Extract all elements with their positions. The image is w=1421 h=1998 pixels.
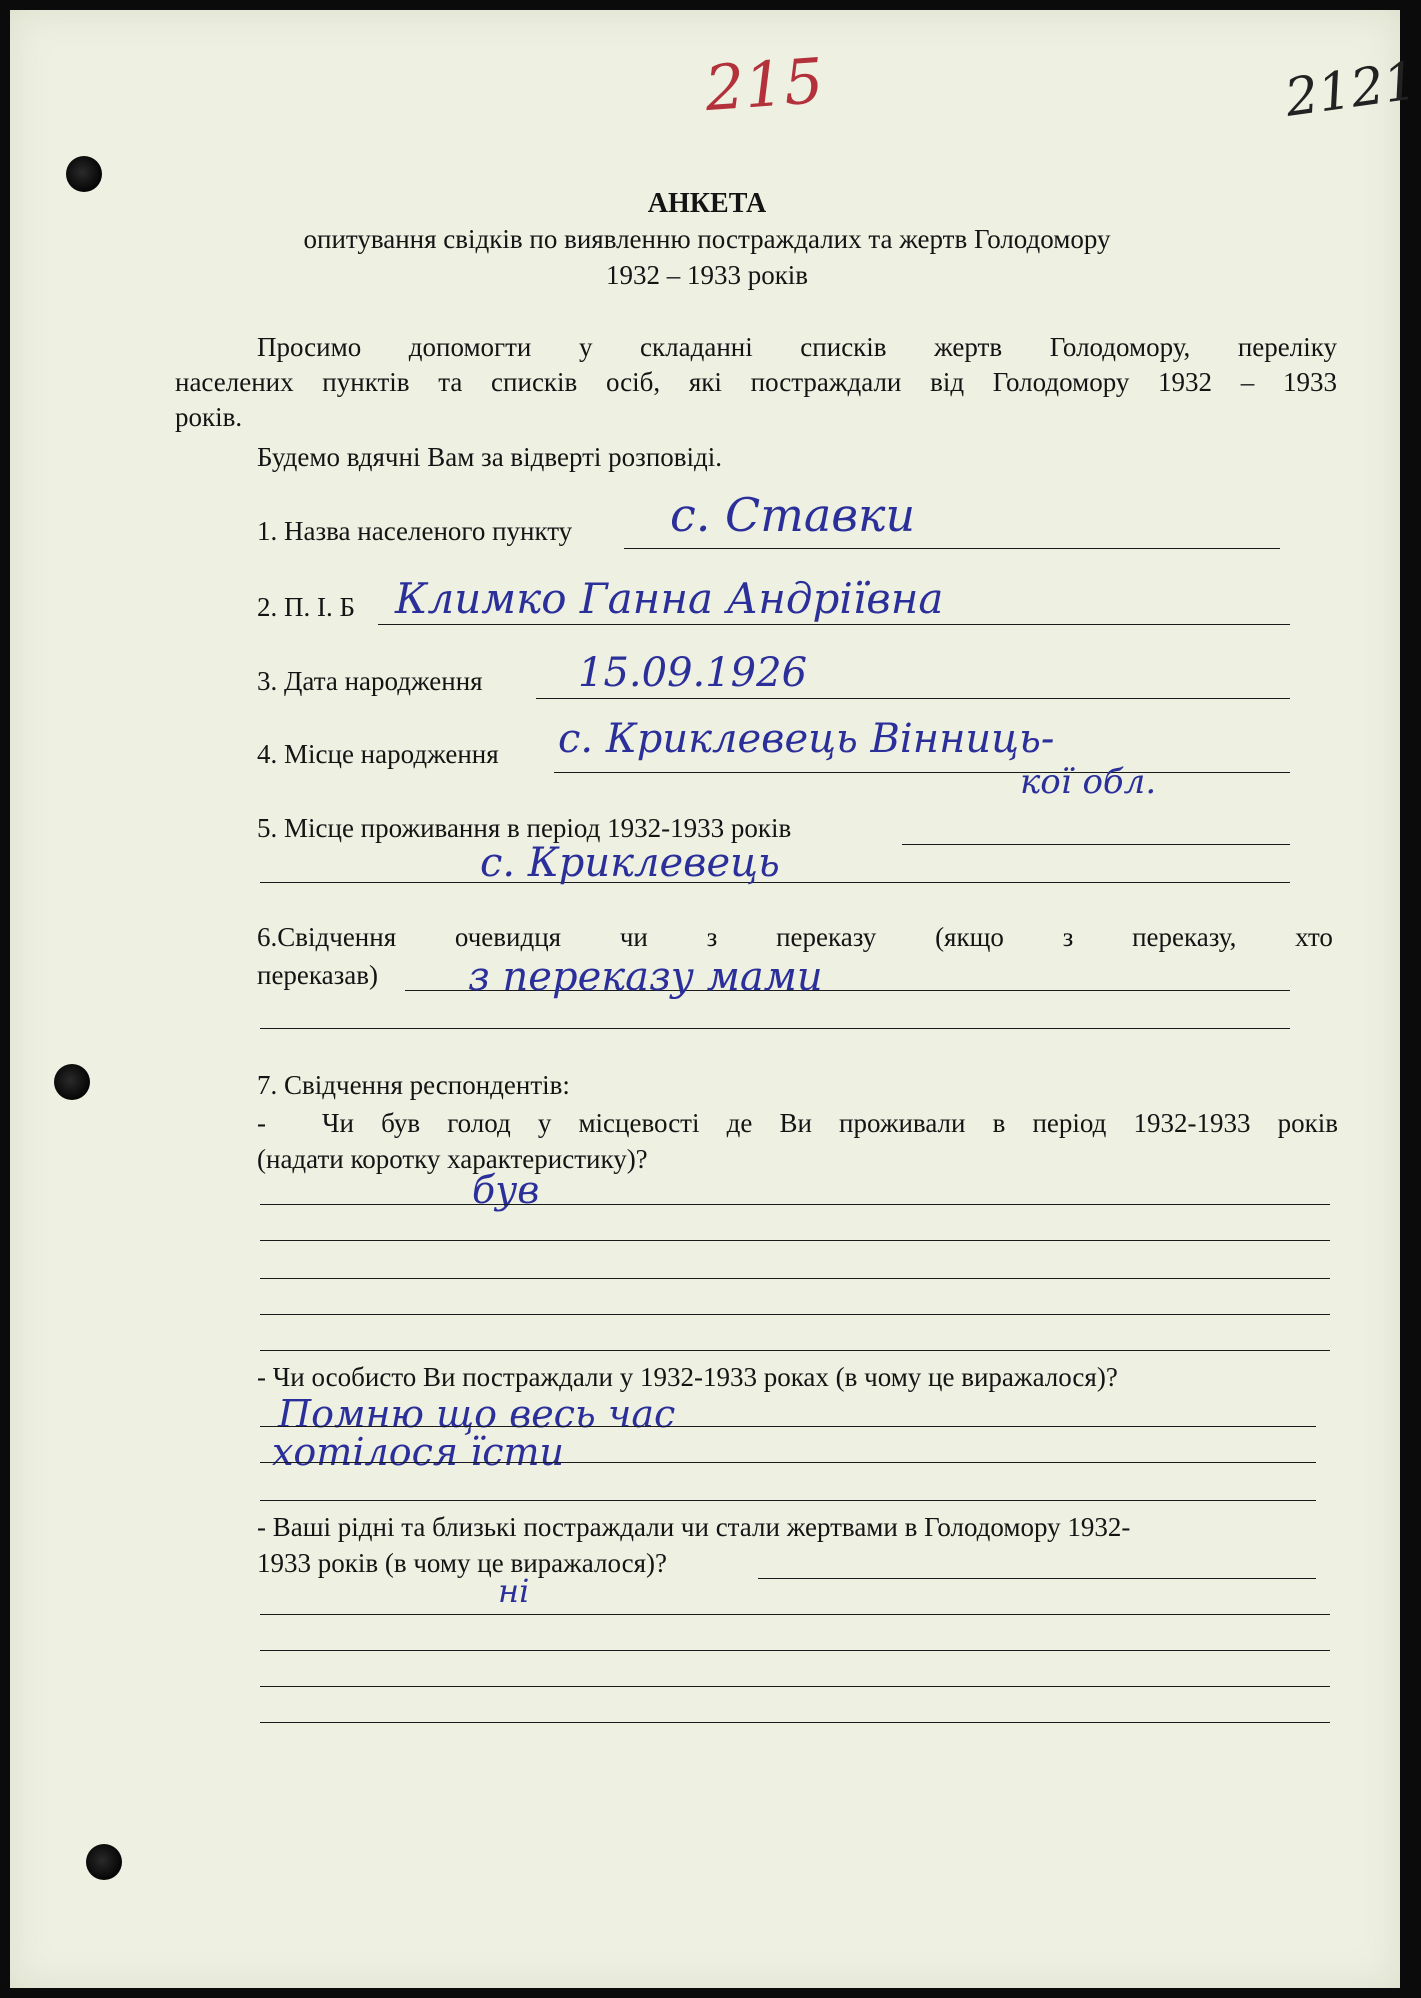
qb-answer-line-1 bbox=[260, 1426, 1316, 1427]
qa-answer-line-4 bbox=[260, 1314, 1330, 1315]
page-number-corner: 2121 bbox=[1281, 51, 1421, 129]
qa-answer-line-5 bbox=[260, 1350, 1330, 1351]
qb-answer-2: хотілося їсти bbox=[272, 1430, 565, 1474]
qa-answer-line-2 bbox=[260, 1240, 1330, 1241]
form-years: 1932 – 1933 років bbox=[605, 260, 809, 290]
q2-answer-line bbox=[378, 624, 1290, 625]
qb-line-1: - Чи особисто Ви постраждали у 1932-1933 роках (в чому це виражалося)? bbox=[257, 1362, 1118, 1392]
form-subtitle: опитування свідків по виявленню постраждалих та жертв Голодомору bbox=[303, 224, 1111, 254]
q6-answer-line-2 bbox=[260, 1028, 1290, 1029]
qc-answer-line-4 bbox=[260, 1686, 1330, 1687]
qa-answer: був bbox=[472, 1168, 540, 1212]
qc-answer-line-5 bbox=[260, 1722, 1330, 1723]
q1-answer-line bbox=[624, 548, 1280, 549]
qa-dash: - bbox=[257, 1108, 266, 1138]
qb-answer-1: Помню що весь час bbox=[278, 1392, 676, 1436]
punch-hole-bottom bbox=[86, 1844, 122, 1880]
intro-line-2: населених пунктів та списків осіб, які постраждали від Голодомору 1932 – 1933 bbox=[175, 367, 1337, 397]
q1-answer: с. Ставки bbox=[670, 488, 916, 542]
q4-answer-continued: кої обл. bbox=[1020, 762, 1157, 802]
qc-answer-line-3 bbox=[260, 1650, 1330, 1651]
form-title: АНКЕТА bbox=[647, 188, 767, 219]
punch-hole-middle bbox=[54, 1064, 90, 1100]
qb-answer-line-3 bbox=[260, 1500, 1316, 1501]
qa-answer-line-1 bbox=[260, 1204, 1330, 1205]
q5-label: 5. Місце проживання в період 1932-1933 років bbox=[257, 813, 792, 843]
qa-answer-line-3 bbox=[260, 1278, 1330, 1279]
q4-answer-line bbox=[554, 772, 1290, 773]
qc-answer-line-1 bbox=[758, 1578, 1316, 1579]
q6-label-line-2: переказав) bbox=[257, 960, 378, 990]
document-page bbox=[10, 10, 1421, 1988]
q3-answer: 15.09.1926 bbox=[578, 650, 808, 696]
punch-hole-top bbox=[66, 156, 102, 192]
intro-thanks: Будемо вдячні Вам за відверті розповіді. bbox=[257, 442, 723, 472]
qa-line-2: (надати коротку характеристику)? bbox=[257, 1144, 648, 1174]
q4-label: 4. Місце народження bbox=[257, 739, 499, 769]
q5-answer: с. Криклевець bbox=[480, 840, 780, 886]
q5-answer-line-1 bbox=[902, 844, 1290, 845]
q6-answer: з переказу мами bbox=[468, 954, 823, 1000]
q3-answer-line bbox=[536, 698, 1290, 699]
page-number-red: 215 bbox=[702, 43, 826, 126]
q3-label: 3. Дата народження bbox=[257, 666, 483, 696]
intro-line-1: Просимо допомогти у складанні списків жертв Голодомору, переліку bbox=[257, 332, 1337, 362]
qc-answer: ні bbox=[498, 1572, 530, 1610]
section7-title: 7. Свідчення респондентів: bbox=[257, 1070, 570, 1100]
qa-line-1: Чи був голод у місцевості де Ви проживали в період 1932-1933 років bbox=[322, 1108, 1338, 1138]
q1-label: 1. Назва населеного пункту bbox=[257, 516, 573, 546]
q2-answer: Климко Ганна Андріївна bbox=[395, 574, 944, 623]
q6-label-line-1: 6.Свідчення очевидця чи з переказу (якщо з переказу, хто bbox=[257, 922, 1333, 952]
q2-label: 2. П. І. Б bbox=[257, 592, 355, 622]
q4-answer: с. Криклевець Вінниць- bbox=[558, 716, 1055, 762]
intro-line-3: років. bbox=[175, 402, 243, 432]
qc-line-1: - Ваші рідні та близькі постраждали чи стали жертвами в Голодомору 1932- bbox=[257, 1512, 1131, 1542]
qc-line-2: 1933 років (в чому це виражалося)? bbox=[257, 1548, 668, 1578]
qc-answer-line-2 bbox=[260, 1614, 1330, 1615]
qb-answer-line-2 bbox=[260, 1462, 1316, 1463]
